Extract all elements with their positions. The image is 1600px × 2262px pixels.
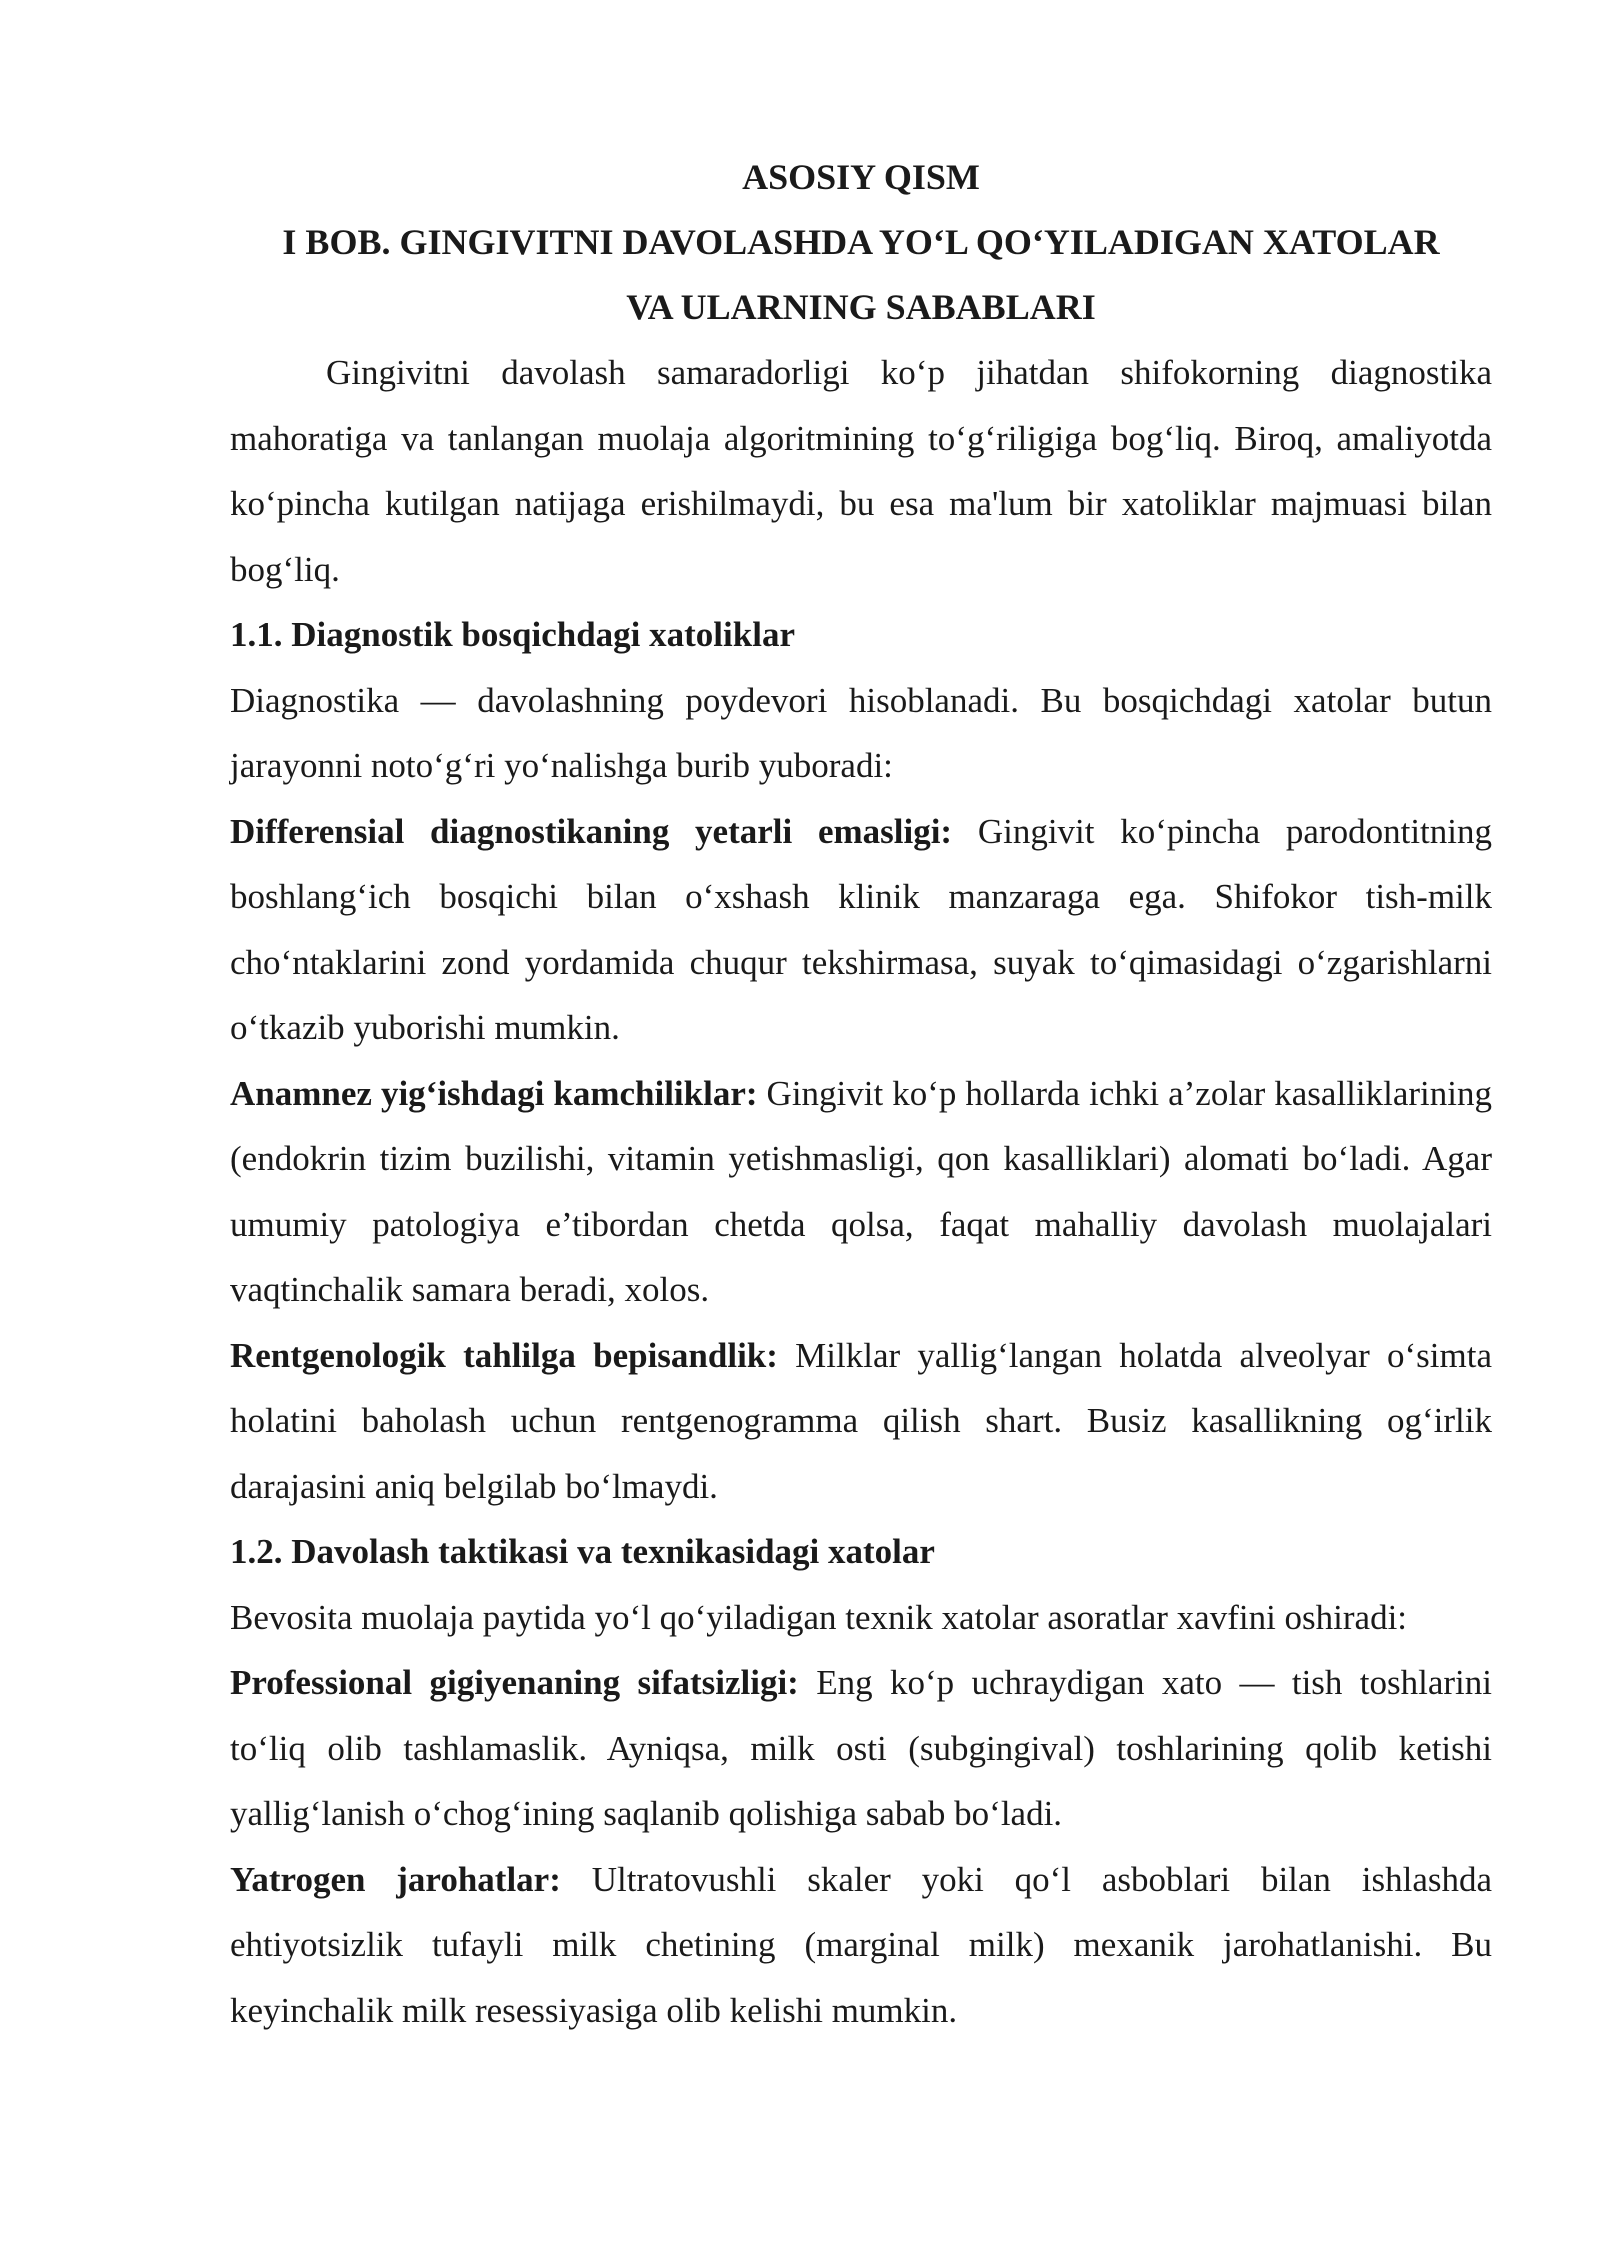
item-lead: Differensial diagnostikaning yetarli emasligi: [230,811,953,851]
section-1-item-2 [230,1061,1492,1323]
heading-chapter: I BOB. GINGIVITNI DAVOLASHDA YO‘L QO‘YILADIGAN XATOLAR [282,222,1440,262]
document-page [230,145,1492,2043]
intro-paragraph: Gingivitni davolash samaradorligi ko‘p jihatdan shifokorning diagnostika mahoratiga va tanlangan muolaja algoritmining to‘g‘riligiga bog‘liq. Biroq, amaliyotda ko‘pincha kutilgan natijaga erishilmaydi, bu esa ma'lum bir xatoliklar majmuasi bilan bog‘liq. [230,353,1492,589]
section-2-item-1 [230,1650,1492,1847]
item-lead: Anamnez yig‘ishdagi kamchiliklar: [230,1073,758,1113]
item-lead: Professional gigiyenaning sifatsizligi: [230,1663,799,1702]
section-1-intro: Diagnostika — davolashning poydevori hisoblanadi. Bu bosqichdagi xatolar butun jarayonni noto‘g‘ri yo‘nalishga burib yuboradi: [230,680,1492,785]
section-2-intro: Bevosita muolaja paytida yo‘l qo‘yiladigan texnik xatolar asoratlar xavfini oshiradi: [230,1597,1408,1637]
section-2-title: 1.2. Davolash taktikasi va texnikasidagi xatolar [230,1532,935,1571]
item-lead: Yatrogen jarohatlar: [230,1859,561,1899]
section-1-title: 1.1. Diagnostik bosqichdagi xatoliklar [230,615,795,654]
section-1-item-1 [230,799,1492,1061]
section-2-item-2 [230,1847,1492,2044]
heading-chapter-cont: VA ULARNING SABABLARI [626,287,1096,327]
item-text: Gingivit ko‘p hollarda ichki a’zolar kasalliklarining (endokrin tizim buzilishi, vitamin yetishmasligi, qon kasalliklari) alomati bo‘ladi. Agar umumiy patologiya e’tibordan chetda qolsa, faqat mahalliy davolash muolajalari vaqtinchalik samara beradi, xolos. [230,1073,1492,1309]
heading-main: ASOSIY QISM [742,157,980,197]
item-lead: Rentgenologik tahlilga bepisandlik: [230,1335,778,1375]
item-text: Gingivit ko‘pincha parodontitning boshlang‘ich bosqichi bilan o‘xshash klinik manzaraga ega. Shifokor tish-milk cho‘ntaklarini zond yordamida chuqur tekshirmasa, suyak to‘qimasidagi o‘zgarishlarni o‘tkazib yuborishi mumkin. [230,811,1492,1047]
item-text: Eng ko‘p uchraydigan xato — tish toshlarini to‘liq olib tashlamaslik. Ayniqsa, milk osti (subgingival) toshlarining qolib ketishi yallig‘lanish o‘chog‘ining saqlanib qolishiga sabab bo‘ladi. [230,1663,1492,1833]
section-1-item-3 [230,1323,1492,1520]
item-text: Milklar yallig‘langan holatda alveolyar o‘simta holatini baholash uchun rentgenogramma qilish shart. Busiz kasallikning og‘irlik darajasini aniq belgilab bo‘lmaydi. [230,1335,1492,1506]
item-text: Ultratovushli skaler yoki qo‘l asboblari bilan ishlashda ehtiyotsizlik tufayli milk chetining (marginal milk) mexanik jarohatlanishi. Bu keyinchalik milk resessiyasiga olib kelishi mumkin. [230,1859,1493,2030]
